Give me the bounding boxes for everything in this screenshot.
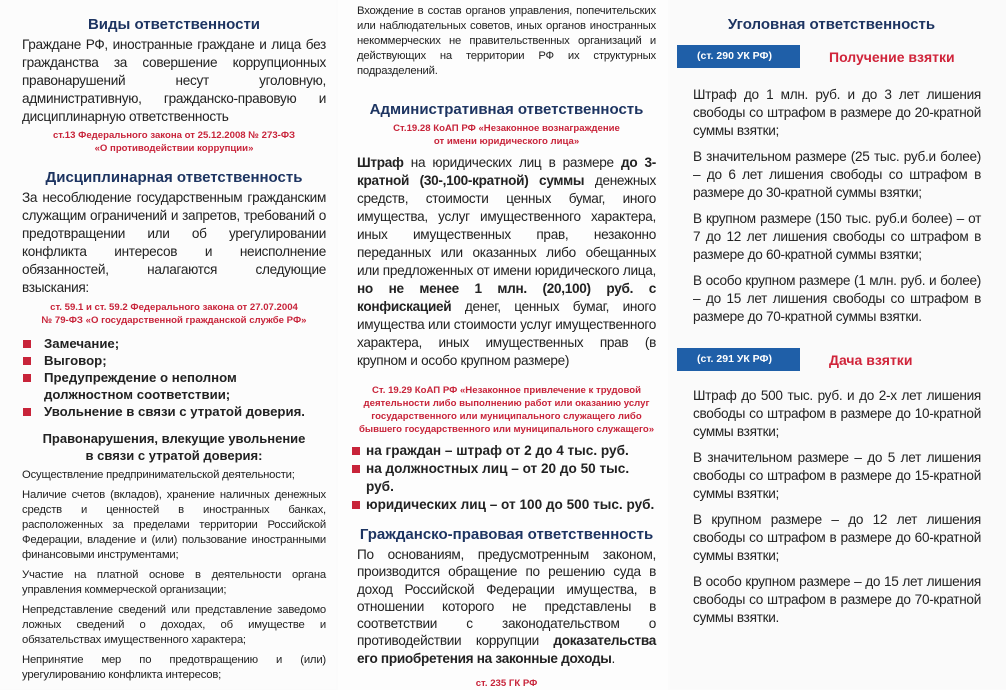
bribe-taking-item: Штраф до 1 млн. руб. и до 3 лет лишения свободы со штрафом в размере до 20-кратной суммы взятки; bbox=[693, 87, 981, 138]
civil-text bbox=[357, 546, 656, 667]
text: . bbox=[611, 650, 616, 666]
list-item bbox=[350, 460, 656, 496]
administrative-citation bbox=[357, 122, 656, 148]
bullet-square-icon bbox=[23, 374, 31, 382]
administrative-title: Административная ответственность bbox=[369, 101, 644, 118]
list-item bbox=[20, 352, 326, 369]
citation-line: Ст.19.28 КоАП РФ «Незаконное вознаграждение bbox=[393, 123, 620, 134]
penalty-text: Замечание; bbox=[44, 336, 120, 351]
fines-list bbox=[350, 442, 656, 514]
penalties-list bbox=[20, 335, 326, 420]
bullet-square-icon bbox=[23, 340, 31, 348]
bribe-taking-label: Получение взятки bbox=[829, 48, 955, 65]
penalty-text: Увольнение в связи с утратой доверия. bbox=[44, 404, 305, 419]
types-title: Виды ответственности bbox=[87, 16, 261, 33]
article-291-badge: (ст. 291 УК РФ) bbox=[677, 348, 800, 371]
bullet-square-icon bbox=[352, 501, 360, 509]
bribe-taking-item: В значительном размере (25 тыс. руб.и более) – до 6 лет лишения свободы со штрафом в размере до 30-кратной суммы взятки; bbox=[693, 149, 981, 200]
bullet-square-icon bbox=[352, 447, 360, 455]
bullet-square-icon bbox=[23, 408, 31, 416]
offenses-title-line: в связи с утратой доверия: bbox=[85, 448, 263, 463]
citation-line: от имени юридического лица» bbox=[433, 136, 580, 147]
offense-item: Непредставление сведений или представление заведомо ложных сведений о доходах, об имуществе и обязательствах имущественного характера; bbox=[22, 604, 326, 646]
bullet-square-icon bbox=[23, 357, 31, 365]
list-item bbox=[20, 369, 244, 403]
list-item bbox=[350, 496, 656, 514]
bold-text: но не менее 1 млн. (20,100) руб. с конфискацией bbox=[357, 281, 656, 314]
fine-text: на должностных лиц – от 20 до 50 тыс. руб. bbox=[366, 461, 630, 494]
offense-item: Осуществление предпринимательской деятельности; bbox=[22, 469, 295, 481]
types-citation bbox=[22, 129, 326, 155]
bribe-giving-item: В особо крупном размере – до 15 лет лишения свободы со штрафом в размере до 70-кратной суммы взятки. bbox=[693, 574, 981, 625]
fine-text: на граждан – штраф от 2 до 4 тыс. руб. bbox=[366, 443, 629, 458]
citation-line: № 79-ФЗ «О государственной гражданской службе РФ» bbox=[41, 315, 307, 326]
bribe-taking-item: В особо крупном размере (1 млн. руб. и более) – до 15 лет лишения свободы со штрафом в размере до 70-кратной суммы взятки. bbox=[693, 273, 981, 324]
list-item bbox=[350, 442, 656, 460]
bribe-taking-item: В крупном размере (150 тыс. руб.и более) – от 7 до 12 лет лишения свободы со штрафом в размере до 60-кратной суммы взятки; bbox=[693, 211, 981, 262]
civil-citation: ст. 235 ГК РФ bbox=[475, 678, 538, 690]
citation-line: ст.13 Федерального закона от 25.12.2008 № 273-ФЗ bbox=[52, 130, 296, 141]
offense-item: Непринятие мер по предотвращению и (или) урегулированию конфликта интересов; bbox=[22, 654, 326, 681]
left-panel bbox=[0, 0, 336, 689]
text: денежных средств, стоимости ценных бумаг, иного имущества, услуг имущественного характера, иных имущественных прав, незаконно переданных или оказанных либо обещанных или предложенных от имени юридического лица, bbox=[357, 173, 657, 278]
text: денег, ценных бумаг, иного имущества или стоимости услуг имущественного характера, иных имущественных прав (в крупном и особо крупном размере) bbox=[357, 299, 656, 368]
penalty-text: Выговор; bbox=[44, 353, 107, 368]
bold-text: доказательства его приобретения на законные доходы bbox=[357, 633, 656, 666]
offense-item: Наличие счетов (вкладов), хранение наличных денежных средств и ценностей в иностранных банках, расположенных за пределами территории Российской Федерации, владение и (или) пользование иностранными финансовыми инструментами; bbox=[22, 489, 326, 561]
bribe-giving-label: Дача взятки bbox=[829, 351, 913, 368]
bribe-giving-item: Штраф до 500 тыс. руб. и до 2-х лет лишения свободы со штрафом в размере до 10-кратной суммы взятки; bbox=[693, 388, 981, 439]
intro-text: Вхождение в состав органов управления, попечительских или наблюдательных советов, иных органов иностранных некоммерческих не правительственных организаций и действующих на территории РФ их структурных подразделений. bbox=[357, 5, 656, 77]
offense-item: Участие на платной основе в деятельности органа управления коммерческой организации; bbox=[22, 569, 326, 596]
bribe-giving-header bbox=[670, 348, 981, 371]
administrative-text bbox=[357, 154, 656, 370]
fine-text: юридических лиц – от 100 до 500 тыс. руб. bbox=[366, 497, 655, 512]
bold-text: Штраф bbox=[357, 155, 404, 170]
middle-panel bbox=[338, 0, 668, 690]
civil-title: Гражданско-правовая ответственность bbox=[359, 526, 654, 543]
citation-line: ст. 59.1 и ст. 59.2 Федерального закона от 27.07.2004 bbox=[50, 302, 298, 313]
article-290-badge: (ст. 290 УК РФ) bbox=[677, 45, 800, 68]
bold-text: до 3-кратной (30-,100-кратной) суммы bbox=[357, 155, 657, 188]
labor-citation: Ст. 19.29 КоАП РФ «Незаконное привлечение к трудовой деятельности либо выполнению работ или оказанию услуг государственного или муниципального служащего либо бывшего государственного или муниципального служащего» bbox=[358, 385, 655, 435]
disciplinary-title: Дисциплинарная ответственность bbox=[45, 169, 303, 186]
bribe-taking-header bbox=[670, 45, 981, 68]
bullet-square-icon bbox=[352, 465, 360, 473]
right-panel bbox=[670, 0, 1006, 689]
text: на юридических лиц в размере bbox=[403, 155, 621, 170]
list-item bbox=[20, 403, 326, 420]
types-text: Граждане РФ, иностранные граждане и лица без гражданства за совершение коррупционных правонарушений несут уголовную, административную, гражданско-правовую и дисциплинарную ответственность bbox=[22, 37, 326, 124]
disciplinary-citation bbox=[22, 301, 326, 327]
criminal-title: Уголовная ответственность bbox=[727, 16, 936, 33]
bribe-giving-item: В крупном размере – до 12 лет лишения свободы со штрафом в размере до 60-кратной суммы взятки; bbox=[693, 512, 981, 563]
list-item bbox=[20, 335, 326, 352]
penalty-text: Предупреждение о неполном должностном соответствии; bbox=[44, 370, 237, 402]
bribe-giving-item: В значительном размере – до 5 лет лишения свободы со штрафом в размере до 15-кратной суммы взятки; bbox=[693, 450, 981, 501]
offenses-title bbox=[22, 430, 326, 464]
text: По основаниям, предусмотренным законом, производится обращение по решению суда в доход Российской Федерации имущества, в отношении которого не представлены в соответствии с законодательством о противодействии коррупции bbox=[357, 547, 656, 649]
offenses-title-line: Правонарушения, влекущие увольнение bbox=[42, 431, 306, 446]
disciplinary-text: За несоблюдение государственным гражданским служащим ограничений и запретов, требований о предотвращении или об урегулировании конфликта интересов и неисполнение обязанностей, налагаются следующие взыскания: bbox=[22, 190, 326, 295]
citation-line: «О противодействии коррупции» bbox=[94, 143, 254, 154]
